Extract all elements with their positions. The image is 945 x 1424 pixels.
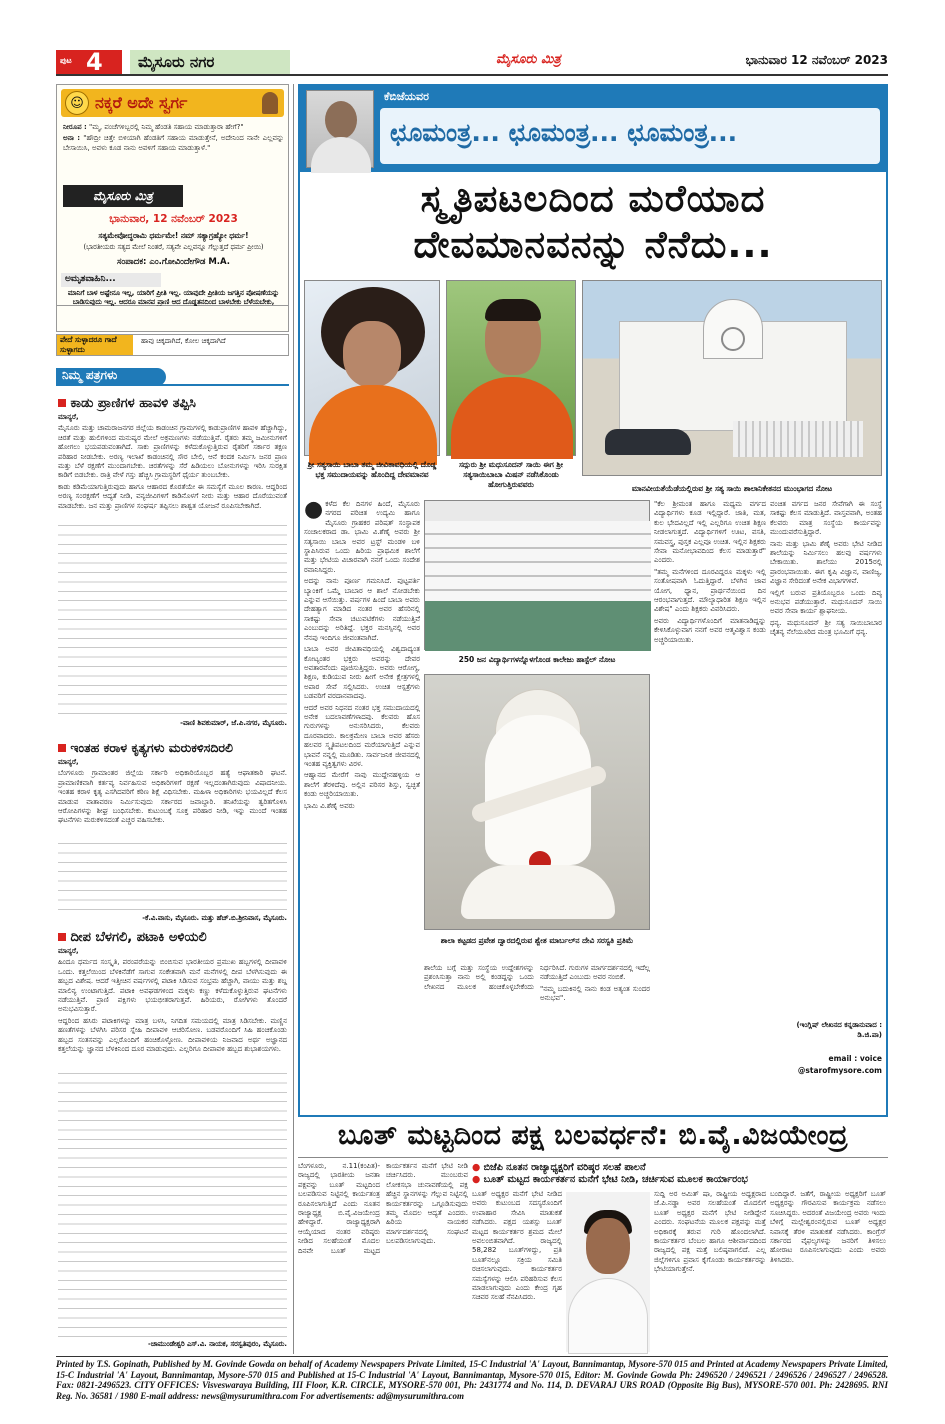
photo-school-building: [582, 280, 882, 476]
motto-sub: (ಭಾರತೀಯರು ಸತ್ಯದ ಮೇಲೆ ನಿಂತರೆ, ಸತ್ಯವೇ ಎಲ್ಲವನ್ನೂ ಗೆಲ್ಲುತ್ತದೆ ಧರ್ಮ ಪ್ರೀಯಿ): [83, 243, 264, 251]
email-value[interactable]: @starofmysore.com: [797, 1066, 882, 1075]
laughing-face-icon: ☺: [65, 91, 89, 115]
lotus-pedestal-icon: [461, 865, 615, 919]
cartoon-figure-icon: [262, 92, 278, 114]
feature-column-3: [654, 500, 766, 1106]
editor-label: ಸಂಪಾದಕ:: [117, 257, 147, 267]
letter-1-para-1: ಮೈಸೂರು ಮತ್ತು ಚಾಮರಾಜನಗರ ಜಿಲ್ಲೆಯ ಕಾಡಂಚಿನ ಗ್ರಾಮಗಳಲ್ಲಿ ಕಾಡುಪ್ರಾಣಿಗಳ ಹಾವಳಿ ಹೆಚ್ಚಾಗಿದ್ದು, ಚಿರತೆ ಮತ್ತು ಹುಲಿಗಳಿಂದ ಮನುಷ್ಯರ ಮೇಲೆ ಅಕ್ರಮಣಗಳು ನಡೆಯುತ್ತಿವೆ. ರೈತರು ತಮ್ಮ ಜಮೀನುಗಳಿಗೆ ಹೋಗಲು ಭಯಪಡುವಂತಾಗಿದೆ. ಸಾಕು ಪ್ರಾಣಿಗಳನ್ನು ಕಳೆದುಕೊಳ್ಳುತ್ತಿರುವ ರೈತರಿಗೆ ಸರ್ಕಾರ ತಕ್ಷಣ ಪರಿಹಾರ ನೀಡಬೇಕು. ಅರಣ್ಯ ಇಲಾಖೆ ಕಾಡಂಚಿನಲ್ಲಿ ಸೌರ ಬೇಲಿ, ಆನೆ ಕಂದಕ ನಿರ್ಮಿಸಿ ಜನರ ಪ್ರಾಣ ಮತ್ತು ಬೆಳೆ ರಕ್ಷಣೆಗೆ ಮುಂದಾಗಬೇಕು. ಚಿರತೆಗಳನ್ನು ಸೆರೆ ಹಿಡಿಯಲು ಬೋನುಗಳನ್ನು ಇರಿಸಿ ಸುರಕ್ಷಿತ ಕಾಡಿಗೆ ಬಿಡಬೇಕು. ರಾತ್ರಿ ವೇಳೆ ಗಸ್ತು ಹೆಚ್ಚಿಸಿ ಗ್ರಾಮಸ್ಥರಿಗೆ ಧೈರ್ಯ ತುಂಬಬೇಕು.: [58, 424, 287, 480]
feature-col2-para-2: "ನಮ್ಮ ಬದುಕಿನಲ್ಲಿ ನಾನು ಕಂಡ ಅತ್ಯಂತ ಸುಂದರ ಅನುಭವ".: [540, 984, 650, 1003]
car-icon: [605, 429, 691, 455]
drop-cap: ●: [304, 497, 324, 522]
photo-saraswati-statue: [424, 674, 650, 930]
letter-2: [58, 740, 287, 840]
footer-imprint: Printed by T.S. Gopinath, Published by M. Govinde Gowda on behalf of Academy Newspapers Private Limited, 15-C Industrial 'A' Layout, Bannimantap, Mysore-570 015 and Printed at Academy Newspapers Private Limited, 15-C Industrial 'A' Layout, Bannimantap, Mysore-570 015 and Published at 15-C Industrial 'A' Layout, Bannimantap, Mysore-570 015, Editor: M. Govinde Gowda Ph: 2496520 / 2496521 / 2496526 / 2496527 / 2496528. Fax: 0821-2496523. CITY OFFICES: Visveswaraya Building, III Floor, K.R. CIRCLE, MYSORE-570 001, Ph: 2431774 and No. 114, D. DEVARAJ URS ROAD (Opposite Big Bus), MYSORE-570 001. Ph: 2428695. RNI Reg. No. 36581 / 1980 E-mail address: news@mysurumithra.com For advertisements: ad@mysurumithra.com: [56, 1359, 888, 1401]
letter-2-signature: -ಕೆ.ವಿ.ವಾಸು, ಮೈಸೂರು. ಮತ್ತು ಹೆಚ್.ಬಿ.ಶ್ರೀನಿವಾಸ, ಮೈಸೂರು.: [142, 914, 287, 922]
feature-column-1: [304, 497, 420, 1106]
joke-banner-title: ನಕ್ಕರೆ ಅದೇ ಸ್ವರ್ಗ: [95, 93, 188, 112]
bullet-dot-icon: ●: [472, 1174, 481, 1185]
hostel-block-icon: [425, 521, 651, 601]
letter-2-title: ಇಂತಹ ಕರಾಳ ಕೃತ್ಯಗಳು ಮರುಕಳಿಸದಿರಲಿ: [58, 740, 287, 756]
bottom-subhead-2: ● ಬೂತ್ ಮಟ್ಟದ ಕಾರ್ಯಕರ್ತನ ಮನೆಗೆ ಭೇಟಿ ನೀಡಿ, ಚರ್ಚಿಸುವ ಮೂಲಕ ಕಾರ್ಯಾರಂಭ: [472, 1174, 748, 1185]
column-name: ಛೂಮಂತ್ರ... ಛೂಮಂತ್ರ... ಛೂಮಂತ್ರ...: [390, 118, 738, 147]
email-label: email : voice: [828, 1054, 882, 1063]
letter-1-title: ಕಾಡು ಪ್ರಾಣಿಗಳ ಹಾವಳಿ ತಪ್ಪಿಸಿ: [58, 396, 287, 411]
bottom-headline: ಬೂತ್ ಮಟ್ಟದಿಂದ ಪಕ್ಷ ಬಲವರ್ಧನೆ: ಬಿ.ವೈ.ವಿಜಯೇಂದ್ರ: [298, 1120, 888, 1158]
person-head-icon: [325, 101, 357, 139]
face-icon: [343, 321, 401, 387]
page-number-box: [56, 50, 122, 74]
page-header: [56, 48, 888, 76]
letters-banner: [56, 368, 289, 386]
letter-2-text-lines: [58, 840, 287, 912]
editor-name: ಎಂ.ಗೋವಿಂದೇಗೌಡ M.A.: [149, 257, 230, 267]
feature-col4-para-1: ವಂಚಿತ ವರ್ಗದ ಜನರ ಸೇವೆಗಾಗಿ ಈ ಸಂಸ್ಥೆ ಸಾಕಷ್ಟು ಕೆಲಸ ಮಾಡುತ್ತಿದೆ. ವಾಸ್ತವವಾಗಿ, ಅಂತಹ ಕೆಲವರು ಮಾತ್ರ ಸಂಸ್ಥೆಯ ಕಾರ್ಯವನ್ನು ಮುಂದುವರೆಸುತ್ತಿದ್ದಾರೆ.: [770, 500, 882, 537]
joke-question-label: ನೀರೂಪ :: [63, 123, 87, 131]
letter-3-para-1: ಹಿಂದೂ ಧರ್ಮದ ಸಂಸ್ಕೃತಿ, ಪರಂಪರೆಯನ್ನು ಬಿಂಬಿಸುವ ಭಾರತೀಯರ ಪ್ರಮುಖ ಹಬ್ಬಗಳಲ್ಲಿ ದೀಪಾವಳಿ ಒಂದು. ಕತ್ತಲೆಯಿಂದ ಬೆಳಕಿನೆಡೆಗೆ ಸಾಗುವ ಸಂಕೇತವಾಗಿ ಮನೆ ಮನೆಗಳಲ್ಲಿ ದೀಪ ಬೆಳಗಿಸುವುದು ಈ ಹಬ್ಬದ ವಿಶೇಷ. ಆದರೆ ಇತ್ತೀಚಿನ ವರ್ಷಗಳಲ್ಲಿ ಪಟಾಕಿ ಸಿಡಿಸುವ ಸಂಭ್ರಮ ಹೆಚ್ಚಾಗಿ, ವಾಯು ಮತ್ತು ಶಬ್ದ ಮಾಲಿನ್ಯ ಉಂಟಾಗುತ್ತಿದೆ. ಪಟಾಕಿ ಅವಘಡಗಳಿಂದ ಮಕ್ಕಳು ಕಣ್ಣು ಕಳೆದುಕೊಳ್ಳುತ್ತಿರುವ ಘಟನೆಗಳು ನಡೆಯುತ್ತಿವೆ. ಪ್ರಾಣಿ ಪಕ್ಷಿಗಳು ಭಯಭೀತರಾಗುತ್ತವೆ. ಹಿರಿಯರು, ರೋಗಿಗಳು ತೊಂದರೆ ಅನುಭವಿಸುತ್ತಾರೆ.: [58, 958, 287, 1014]
footer-rule: [56, 1356, 888, 1357]
person-shoulders-icon: [311, 137, 371, 173]
feature-col1-para-5: ಆಹ್ವಾನದ ಮೇರೆಗೆ ನಾವು ಮುದ್ದೇನಹಳ್ಳಿಯ ಆ ಶಾಲೆಗೆ ತೆರಳಿದೆವು. ಅಲ್ಲಿನ ಪರಿಸರ ಶಿಸ್ತು, ಸ್ವಚ್ಛತೆ ಕಂಡು ಅಚ್ಚರಿಯಾಯಿತು.: [304, 771, 420, 799]
feature-col1-para-4: ಆದರೆ ಅವರ ನಿಧನದ ನಂತರ ಭಕ್ತ ಸಮುದಾಯದಲ್ಲಿ ಅನೇಕ ಬದಲಾವಣೆಗಳಾದವು. ಕೆಲವರು ಹೊಸ ಗುರುಗಳನ್ನು ಅನುಸರಿಸಿದರು, ಕೆಲವರು ದೂರವಾದರು. ಕಾಲಕ್ರಮೇಣ ಬಾಬಾ ಅವರ ಹೆಸರು ಹಲವರ ಸ್ಮೃತಿಪಟಲದಿಂದ ಮರೆಯಾಗುತ್ತಿದೆ ಎನ್ನುವ ಭಾವನೆ ನನ್ನಲ್ಲಿ ಮೂಡಿತು. ಸಾರ್ವಜನಿಕ ಜೀವನದಲ್ಲಿ ಇಂತಹ ವ್ಯಕ್ತಿತ್ವಗಳು ವಿರಳ.: [304, 703, 420, 768]
letter-2-para-1: ಬೆಂಗಳೂರು ಗ್ರಾಮಾಂತರ ಜಿಲ್ಲೆಯ ಸರ್ಕಾರಿ ಅಧಿಕಾರಿಯೊಬ್ಬರ ಹತ್ಯೆ ಆಘಾತಕಾರಿ ಘಟನೆ. ಪ್ರಾಮಾಣಿಕವಾಗಿ ಕರ್ತವ್ಯ ನಿರ್ವಹಿಸುವ ಅಧಿಕಾರಿಗಳಿಗೆ ರಕ್ಷಣೆ ಇಲ್ಲದಂತಾಗಿರುವುದು ವಿಷಾದನೀಯ. ಇಂತಹ ಕರಾಳ ಕೃತ್ಯ ಎಸಗಿದವರಿಗೆ ಕಠಿಣ ಶಿಕ್ಷೆ ವಿಧಿಸಬೇಕು. ಮಹಿಳಾ ಅಧಿಕಾರಿಗಳು ಭಯವಿಲ್ಲದೆ ಕೆಲಸ ಮಾಡುವ ವಾತಾವರಣ ನಿರ್ಮಿಸುವುದು ಸರ್ಕಾರದ ಜವಾಬ್ದಾರಿ. ತನಿಖೆಯನ್ನು ತ್ವರಿತಗೊಳಿಸಿ ಆರೋಪಿಗಳನ್ನು ಶೀಘ್ರ ಬಂಧಿಸಬೇಕು. ಕುಟುಂಬಕ್ಕೆ ಸೂಕ್ತ ಪರಿಹಾರ ನೀಡಿ, ಇನ್ನು ಮುಂದೆ ಇಂತಹ ಘಟನೆಗಳು ಮರುಕಳಿಸದಂತೆ ಎಚ್ಚರ ವಹಿಸಬೇಕು.: [58, 769, 287, 825]
letter-1-para-2: ಕಾಡು ಕಡಿಮೆಯಾಗುತ್ತಿರುವುದು ಹಾಗೂ ಆಹಾರದ ಕೊರತೆಯೇ ಈ ಸಮಸ್ಯೆಗೆ ಮೂಲ ಕಾರಣ. ಆದ್ದರಿಂದ ಅರಣ್ಯ ಸಂರಕ್ಷಣೆಗೆ ಆದ್ಯತೆ ನೀಡಿ, ವನ್ಯಜೀವಿಗಳಿಗೆ ಕಾಡಿನೊಳಗೆ ನೀರು ಮತ್ತು ಆಹಾರ ದೊರೆಯುವಂತೆ ಮಾಡಬೇಕು. ಜನ ಮತ್ತು ಪ್ರಾಣಿಗಳ ಸಂಘರ್ಷ ತಪ್ಪಿಸಲು ಶಾಶ್ವತ ಯೋಜನೆ ರೂಪಿಸಬೇಕಾಗಿದೆ.: [58, 482, 287, 510]
proverb-box: [56, 334, 289, 356]
photo-saraswati-statue-caption: ಶಾಲಾ ಕಟ್ಟಡದ ಪ್ರವೇಶ ದ್ವಾರದಲ್ಲಿರುವ ಶ್ವೇತ ಮಾರ್ಬಲ್‌ನ ದೇವಿ ಸರಸ್ವತಿ ಪ್ರತಿಮೆ: [440, 936, 634, 945]
paper-date: ಭಾನುವಾರ, 12 ನವೆಂಬರ್ 2023: [109, 213, 238, 225]
bullet-square-icon: [58, 399, 66, 407]
feature-col1-para-1: ● ಕಳೆದ ಕೆಲ ದಿನಗಳ ಹಿಂದೆ, ಮೈಸೂರು ನಗರದ ಪರಿಚಿತ ಉದ್ಯಮಿ ಹಾಗೂ ಮೈಸೂರು ಗ್ರಾಹಕರ ಪರಿಷತ್ ಸಂಸ್ಥಾಪಕ ಸಂಚಾಲಕರಾದ ಡಾ. ಭಾಮಿ ವಿ.ಶೆಣೈ ಅವರು ಶ್ರೀ ಸತ್ಯಸಾಯಿ ಬಾಬಾ ಅವರ ಟ್ರಸ್ಟ್ ಮಂಡಳಿ ಬಳಿ ಸ್ಥಾಪಿಸಿರುವ ಒಂದು ಹಿರಿಯ ಪ್ರಾಥಮಿಕ ಶಾಲೆಗೆ ಮತ್ತು ಭೇಟಿಯ ವಿಚಾರವಾಗಿ ನನಗೆ ಒಂದು ಸಂದೇಶ ರವಾನಿಸಿದ್ದರು.: [304, 497, 420, 574]
joke-box: [56, 84, 289, 306]
header-date: ಭಾನುವಾರ 12 ನವೆಂಬರ್ 2023: [745, 53, 888, 67]
column-name-plate: [380, 108, 880, 164]
page-number: 4: [86, 48, 103, 76]
white-shirt-icon: [568, 1278, 648, 1354]
letter-3-signature: -ಚಾಮುಂಡೇಶ್ವರಿ ಎಸ್.ವಿ. ನಾಯಕ, ಸರಸ್ವತಿಪುರಂ, ಮೈಸೂರು.: [148, 1340, 287, 1348]
letter-3: [58, 930, 287, 1070]
letter-3-title: ದೀಪ ಬೆಳಗಲಿ, ಪಟಾಕಿ ಅಳಿಯಲಿ: [58, 930, 287, 945]
letter-3-para-2: ಆದ್ದರಿಂದ ಹಸಿರು ಪಟಾಕಿಗಳನ್ನು ಮಾತ್ರ ಬಳಸಿ, ನಿಗದಿತ ಸಮಯದಲ್ಲಿ ಮಾತ್ರ ಸಿಡಿಸಬೇಕು. ಮಣ್ಣಿನ ಹಣತೆಗಳನ್ನು ಬೆಳಗಿಸಿ ಪರಿಸರ ಸ್ನೇಹಿ ದೀಪಾವಳಿ ಆಚರಿಸೋಣ. ಬಡವರೊಂದಿಗೆ ಸಿಹಿ ಹಂಚಿಕೊಂಡು ಹಬ್ಬದ ಸಂತಸವನ್ನು ಎಲ್ಲರೊಂದಿಗೆ ಹಂಚಿಕೊಳ್ಳೋಣ. ದೀಪಾವಳಿಯ ನಿಜವಾದ ಅರ್ಥ ಅಜ್ಞಾನದ ಕತ್ತಲೆಯನ್ನು ಜ್ಞಾನದ ಬೆಳಕಿನಿಂದ ದೂರ ಮಾಡುವುದು. ಎಲ್ಲರಿಗೂ ದೀಪಾವಳಿ ಹಬ್ಬದ ಶುಭಾಶಯಗಳು.: [58, 1016, 287, 1054]
hair-icon: [485, 299, 541, 321]
photo-madhusudan-sai-caption: ಸದ್ಗುರು ಶ್ರೀ ಮಧುಸೂದನ್ ಸಾಯಿ ಈಗ ಶ್ರೀ ಸತ್ಯಸಾಯಿಬಾಬಾ ಮಿಷನ್ ನಡೆಸಿಕೊಂಡು ಹೋಗುತ್ತಿರುವವರು: [458, 460, 564, 489]
feature-headline: [300, 176, 886, 272]
crowd-icon: [733, 421, 863, 457]
joke-answer: "ಹೌದ್ರೀ ಚಿತ್ತೇ ಬಿಳಿಯಾಗಿ ಹೆಂಡತಿಗೆ ಸಹಾಯ ಮಾಡುತ್ತೇನೆ, ಅದೇನಿಂದ ನಾನೇ ಎಲ್ಲವನ್ನು ಬೇಸಾಯಿಸಿ, ಅವಳು ಕೂಡ ನಾನು ಅವಳಿಗೆ ಸಹಾಯ ಮಾಡುತ್ತಾಳೆ.": [63, 134, 284, 152]
headline-line-2: ದೇವಮಾನವನನ್ನು ನೆನೆದು...: [413, 223, 773, 266]
letters-title: ನಿಮ್ಮ ಪತ್ರಗಳು: [56, 368, 166, 386]
joke-question: "ಮ್ಮ, ಪಂಚೆಗಳಿಬ್ಬರಲ್ಲಿ ನಿಮ್ಮ ಹೆಂಡತಿ ಸಹಾಯ ಮಾಡುತ್ತಾರಾ ಹೇಗೆ?": [89, 123, 244, 131]
joke-banner: [61, 89, 284, 117]
proverb-right: ಹಾವು ಚಿಕ್ಕದಾಗಿದೆ, ಕೋಲ ಚಿಕ್ಕದಾಗಿದೆ: [141, 337, 226, 345]
bullet-square-icon: [58, 933, 66, 941]
feature-column-4: [770, 500, 882, 1012]
motto: ಸತ್ಯಮೇವೋದ್ಧರಾಮಿ ಧರ್ಮಮೇ! ನಮ್ ಸತ್ಯಾಗ್ರಹ್ಯೋ ಧರ್ಮ!: [98, 231, 249, 240]
amrutha-text-ext: [56, 306, 289, 332]
joke-answer-label: ಅನಾ :: [63, 134, 81, 143]
columnist-photo: [306, 90, 374, 168]
photo-sai-baba-caption: ಶ್ರೀ ಸತ್ಯಸಾಯಿ ಬಾಬಾ ತಮ್ಮ ಜೀವಿತಾವಧಿಯಲ್ಲಿ ದೊಡ್ಡ ಭಕ್ತ ಸಮುದಾಯವನ್ನು ಹೊಂದಿದ್ದ ದೇವಮಾನವ: [307, 460, 437, 479]
orange-robe-icon: [451, 377, 573, 459]
bottom-column-3: ಸುದ್ದಿ ಅರ ಅಮಿತ್ ಷಾ, ರಾಷ್ಟ್ರೀಯ ಅಧ್ಯಕ್ಷರಾದ ಜೆ.ಪಿ.ನಡ್ಡಾ ಅವರ ಸಲಹೆಯಂತೆ ಮೊದಲಿಗೆ ಬೂತ್ ಅಧ್ಯಕ್ಷರ ಮನೆಗೆ ಭೇಟಿ ನೀಡಿದ್ದೇನೆ ಎಂದರು. ಸಂಘಟನೆಯ ಮೂಲಕ ಪಕ್ಷವನ್ನು ಮತ್ತೆ ಅಧಿಕಾರಕ್ಕೆ ತರುವ ಗುರಿ ಹೊಂದಲಾಗಿದೆ. ಕಾರ್ಯಕರ್ತರ ಬೆಂಬಲ ಹಾಗೂ ಆಶೀರ್ವಾದದಿಂದ ರಾಜ್ಯದಲ್ಲಿ ಪಕ್ಷ ಮತ್ತೆ ಬಲಿಷ್ಠವಾಗಲಿದೆ. ಎಲ್ಲ ಜಿಲ್ಲೆಗಳಿಗೂ ಪ್ರವಾಸ ಕೈಗೊಂಡು ಕಾರ್ಯಕರ್ತರನ್ನು ಭೇಟಿಯಾಗುತ್ತೇನೆ.: [654, 1190, 766, 1274]
bottom-column-4: ಬಂದಿದ್ದಾರೆ. ಜತೆಗೆ, ರಾಷ್ಟ್ರೀಯ ಅಧ್ಯಕ್ಷರಿಗೆ ಬೂತ್ ಅಧ್ಯಕ್ಷರನ್ನು ಗೌರವಿಸುವ ಕಾರ್ಯಕ್ರಮ ನಡೆಸಲು ಸೂಚಿಸಿದ್ದರು. ಅದರಂತೆ ವಿಜಯೇಂದ್ರ ಅವರು ಇಂದು ಬೆಳಿಗ್ಗೆ ಮಲ್ಲೇಶ್ವರಂನಲ್ಲಿರುವ ಬೂತ್ ಅಧ್ಯಕ್ಷರ ನಿವಾಸಕ್ಕೆ ತೆರಳಿ ಮಾತುಕತೆ ನಡೆಸಿದರು. ಕಾಂಗ್ರೆಸ್ ಸರ್ಕಾರದ ವೈಫಲ್ಯಗಳನ್ನು ಜನರಿಗೆ ತಿಳಿಸಲು ಹೋರಾಟ ರೂಪಿಸಲಾಗುವುದು ಎಂದು ಅವರು ತಿಳಿಸಿದರು.: [770, 1190, 886, 1264]
feature-col4-para-2: ನಾನು ಮತ್ತು ಭಾಮಿ ಶೆಣೈ ಅವರು ಭೇಟಿ ನೀಡಿದ ಶಾಲೆಯನ್ನು ನಿರ್ಮಿಸಲು ಹಲವು ವರ್ಷಗಳು ಬೇಕಾಯಿತು. ಶಾಲೆಯು 2015ರಲ್ಲಿ ಪ್ರಾರಂಭವಾಯಿತು. ಈಗ ಕೃಷಿ ವಿಜ್ಞಾನ, ವಾಣಿಜ್ಯ, ವಿಜ್ಞಾನ ಸೇರಿದಂತೆ ಅನೇಕ ವಿಭಾಗಗಳಿವೆ.: [770, 539, 882, 586]
author-note: (ಇಂಗ್ಲಿಷ್ ಲೇಖನದ ಕನ್ನಡಾನುವಾದ : ಡಿ.ಜಿ.ಪಾ): [796, 1021, 882, 1039]
editor-line: [61, 257, 286, 267]
amrutha-text: ಮಾನಿಗೆ ಬಾಳ ಅಷ್ಟೇನೂ ಇಲ್ಲ, ಯಾರಿಗೆ ಪ್ರೀತಿ ಇಲ್ಲ. ಯಾವುದೇ ಪ್ರೀತಿಯ ಜಗತ್ತಿನ ಪೋಷಣೆಯನ್ನು ಬಾಡಿಸುವುದು ಇಲ್ಲ. ಆದರೂ ಮಾನವ ಪ್ರಾಣಿ ಆದ ದೊಡ್ಡತನದಿಂದ ಬಾಳಬೇಕು ಬೆಳೆಯಬೇಕು,: [67, 289, 280, 306]
letter-3-text-lines: [58, 1070, 287, 1338]
photo-hostel-caption: 250 ಜನ ವಿದ್ಯಾರ್ಥಿಗಳನ್ನೊಳಗೊಂಡ ಕಾಲೇಜು ಹಾಸ್ಟೆಲ್ ನೋಟ: [458, 655, 616, 664]
letter-1-salutation: ಮಾನ್ಯರೆ,: [58, 413, 79, 421]
feature-col1-para-2: ಅದನ್ನು ನಾನು ಪೂರ್ಣ ಗಮನಿಸಿದೆ. ಪುಟ್ಟಪರ್ತಿ ಬ್ಯಾಂಕಿಗೆ ಒಮ್ಮೆ ಬಾಬಾರ ಆ ಶಾಲೆ ನೋಡಬೇಕು ಎನ್ನುವ ಆಸೆಯಿತ್ತು. ವರ್ಷಗಳ ಹಿಂದೆ ಬಾಬಾ ಅವರು ದೇಹತ್ಯಾಗ ಮಾಡಿದ ನಂತರ ಅವರ ಹೆಸರಿನಲ್ಲಿ ಸಾಕಷ್ಟು ಸೇವಾ ಚಟುವಟಿಕೆಗಳು ನಡೆಯುತ್ತಿವೆ ಎಂಬುದನ್ನು ಅರಿತಿದ್ದೆ. ಭಕ್ತರ ಮನಸ್ಸಿನಲ್ಲಿ ಅವರ ನೆನಪು ಇಂದಿಗೂ ಜೀವಂತವಾಗಿದೆ.: [304, 577, 420, 642]
letter-1: [58, 396, 287, 522]
feature-column-2: [424, 964, 650, 1108]
photo-school-building-caption: ಮಾನವೀಯತೆಯೆಡೆಯಲ್ಲಿರುವ ಶ್ರೀ ಸತ್ಯ ಸಾಯಿ ಶಾಲಾನಿಕೇತನದ ಮುಂಭಾಗದ ನೋಟ: [631, 484, 833, 493]
emblem-icon: [721, 327, 745, 351]
letter-1-signature: -ವಾಣಿ ಶಿವಕುಮಾರ್, ಜೆ.ಪಿ.ನಗರ, ಮೈಸೂರು.: [180, 719, 287, 727]
feature-col3-para-1: "ಕೆಲ ಶ್ರೀಮಂತ ಹಾಗೂ ಮಧ್ಯಮ ವರ್ಗದ ವಿದ್ಯಾರ್ಥಿಗಳು ಕೂಡ ಇಲ್ಲಿದ್ದಾರೆ. ಜಾತಿ, ಮತ, ಕುಲ ಭೇದವಿಲ್ಲದೆ ಇಲ್ಲಿ ಎಲ್ಲರಿಗೂ ಉಚಿತ ಶಿಕ್ಷಣ ನೀಡಲಾಗುತ್ತದೆ. ವಿದ್ಯಾರ್ಥಿಗಳಿಗೆ ಊಟ, ವಸತಿ, ಸಮವಸ್ತ್ರ, ಪುಸ್ತಕ ಎಲ್ಲವೂ ಉಚಿತ. ಇಲ್ಲಿನ ಶಿಕ್ಷಕರು ಸೇವಾ ಮನೋಭಾವದಿಂದ ಕೆಲಸ ಮಾಡುತ್ತಾರೆ" ಎಂದರು.: [654, 500, 766, 565]
feature-col1-para-6: ಭಾಮಿ ವಿ.ಶೆಣೈ ಅವರು: [304, 801, 355, 810]
column-tag: ಕೆಬಿಜೆಯವರ: [384, 90, 429, 103]
bullet-dot-icon: ●: [472, 1162, 481, 1173]
letter-3-salutation: ಮಾನ್ಯರೆ,: [58, 947, 79, 955]
letter-1-text-lines: [58, 522, 287, 718]
bottom-subhead-1: ● ಬಿಜೆಪಿ ನೂತನ ರಾಜ್ಯಾಧ್ಯಕ್ಷರಿಗೆ ವರಿಷ್ಠರ ಸಲಹೆ ಪಾಲನೆ: [472, 1162, 646, 1173]
saffron-robe-icon: [309, 385, 437, 465]
feature-col3-para-3: ಅವರು ವಿದ್ಯಾರ್ಥಿಗಳೊಂದಿಗೆ ಮಾತನಾಡಿದ್ದನ್ನು ಕೇಳಿಸಿಕೊಳ್ಳುವಾಗ ನನಗೆ ಅವರ ಆತ್ಮವಿಶ್ವಾಸ ಕಂಡು ಅಚ್ಚರಿಯಾಯಿತು.: [654, 616, 766, 644]
feature-col4-para-4: ಧನ್ಯ. ಮಧುಸೂದನ್ ಶ್ರೀ ಸತ್ಯ ಸಾಯಿಬಾಬಾರ ಚೈತನ್ಯ ನೆಲೆಯೂರಿದ ಮಂತ್ರ ಭೂಮಿಗೆ ಧನ್ಯ.: [770, 618, 882, 637]
feature-col4-para-3: ಇಲ್ಲಿಗೆ ಬರುವ ಪ್ರತಿಯೊಬ್ಬರೂ ಒಂದು ದಿವ್ಯ ಅನುಭವ ಪಡೆಯುತ್ತಾರೆ. ಮಧುಸೂದನ್ ಸಾಯಿ ಅವರ ಸೇವಾ ಕಾರ್ಯ ಶ್ಲಾಘನೀಯ.: [770, 588, 882, 616]
bullet-square-icon: [58, 744, 66, 752]
letter-2-salutation: ಮಾನ್ಯರೆ,: [58, 758, 79, 766]
photo-vijayendra: [566, 1192, 650, 1352]
page-label: ಪುಟ: [60, 56, 72, 65]
photo-sai-baba: [304, 280, 440, 456]
proverb-left: ಪೇದೆ ಸುಳ್ಳಾದರೂ ಗಾದೆ ಸುಳ್ಳಾಗದು: [57, 335, 133, 355]
masthead-logo: ಮೈಸೂರು ಮಿತ್ರ: [496, 52, 561, 67]
feature-col2-para-1: ಶಾಲೆಯ ಬಗ್ಗೆ ಮತ್ತು ಸಂಸ್ಥೆಯ ಉದ್ದೇಶಗಳನ್ನು ಪ್ರಶಂಸಿಸುತ್ತಾ ನಾನು ಅಲ್ಲಿ ಕಂಡದ್ದನ್ನು ಒಂದು ಲೇಖನದ ಮೂಲಕ ಹಂಚಿಕೊಳ್ಳಬೇಕೆಂದು ನಿರ್ಧರಿಸಿದೆ. ಗುರುಗಳ ಮಾರ್ಗದರ್ಶನದಲ್ಲಿ ಇದೆಲ್ಲ ನಡೆಯುತ್ತಿದೆ ಎಂಬುದು ಅವರ ನಂಬಿಕೆ.: [424, 964, 650, 991]
bottom-column-2: ಬೂತ್ ಅಧ್ಯಕ್ಷರ ಮನೆಗೆ ಭೇಟಿ ನೀಡಿದ ಅವರು ಕುಟುಂಬದ ಸದಸ್ಯರೊಂದಿಗೆ ಉಪಾಹಾರ ಸೇವಿಸಿ ಮಾತುಕತೆ ನಡೆಸಿದರು. ಪಕ್ಷದ ಯಶಸ್ಸು ಬೂತ್ ಮಟ್ಟದ ಕಾರ್ಯಕರ್ತರ ಶ್ರಮದ ಮೇಲೆ ಅವಲಂಬಿತವಾಗಿದೆ. ರಾಜ್ಯದಲ್ಲಿ 58,282 ಬೂತ್‌ಗಳಿದ್ದು, ಪ್ರತಿ ಬೂತ್‌ನಲ್ಲೂ ಸಕ್ರಿಯ ಸಮಿತಿ ರಚಿಸಲಾಗುವುದು. ಕಾರ್ಯಕರ್ತರ ಸಮಸ್ಯೆಗಳನ್ನು ಆಲಿಸಿ ಪರಿಹರಿಸುವ ಕೆಲಸ ಮಾಡಲಾಗುವುದು ಎಂದು ಕೇಂದ್ರ ಗೃಹ ಸಚಿವರ ಸಲಹೆ ನೆನಪಿಸಿದರು.: [472, 1190, 562, 1302]
bottom-column-1: ಬೆಂಗಳೂರು, ನ.11(ಕಂಪಿತ)- ರಾಜ್ಯದಲ್ಲಿ ಭಾರತೀಯ ಜನತಾ ಪಕ್ಷವನ್ನು ಬೂತ್ ಮಟ್ಟದಿಂದ ಬಲಪಡಿಸುವ ನಿಟ್ಟಿನಲ್ಲಿ ಕಾರ್ಯತಂತ್ರ ರೂಪಿಸಲಾಗುತ್ತಿದೆ ಎಂದು ನೂತನ ರಾಜ್ಯಾಧ್ಯಕ್ಷ ಬಿ.ವೈ.ವಿಜಯೇಂದ್ರ ಹೇಳಿದ್ದಾರೆ. ರಾಜ್ಯಾಧ್ಯಕ್ಷರಾಗಿ ಆಯ್ಕೆಯಾದ ನಂತರ ವರಿಷ್ಠರು ನೀಡಿದ ಸಲಹೆಯಂತೆ ಮೊದಲ ದಿನವೇ ಬೂತ್ ಮಟ್ಟದ ಕಾರ್ಯಕರ್ತನ ಮನೆಗೆ ಭೇಟಿ ನೀಡಿ ಚರ್ಚಿಸಿದರು. ಮುಂಬರುವ ಲೋಕಸಭಾ ಚುನಾವಣೆಯಲ್ಲಿ ಪಕ್ಷ ಹೆಚ್ಚಿನ ಸ್ಥಾನಗಳನ್ನು ಗೆಲ್ಲುವ ನಿಟ್ಟಿನಲ್ಲಿ ಕಾರ್ಯಕರ್ತರನ್ನು ಒಗ್ಗೂಡಿಸುವುದು ತಮ್ಮ ಮೊದಲ ಆದ್ಯತೆ ಎಂದರು. ಹಿರಿಯ ನಾಯಕರ ಮಾರ್ಗದರ್ಶನದಲ್ಲಿ ಸಂಘಟನೆ ಬಲಪಡಿಸಲಾಗುವುದು.: [298, 1162, 468, 1255]
paper-logo: ಮೈಸೂರು ಮಿತ್ರ: [63, 185, 183, 207]
column-banner: [300, 86, 886, 172]
courtyard-icon: [425, 601, 651, 651]
column-divider: [293, 84, 294, 1354]
amrutha-title: ಅಮೃತವಾಹಿನಿ...: [61, 273, 161, 287]
photo-hostel: [424, 500, 650, 650]
headline-line-1: ಸ್ಮೃತಿಪಟಲದಿಂದ ಮರೆಯಾದ: [420, 177, 766, 220]
section-title: ಮೈಸೂರು ನಗರ: [130, 50, 290, 74]
face-icon: [586, 1218, 630, 1274]
feature-col1-para-3: ಬಾಬಾ ಅವರ ಜೀವಿತಾವಧಿಯಲ್ಲಿ ವಿಶ್ವದಾದ್ಯಂತ ಕೋಟ್ಯಂತರ ಭಕ್ತರು ಅವರನ್ನು ದೇವರ ಅವತಾರವೆಂದು ಪೂಜಿಸುತ್ತಿದ್ದರು. ಅವರು ಆರೋಗ್ಯ, ಶಿಕ್ಷಣ, ಕುಡಿಯುವ ನೀರು ಹೀಗೆ ಅನೇಕ ಕ್ಷೇತ್ರಗಳಲ್ಲಿ ಅಪಾರ ಸೇವೆ ಸಲ್ಲಿಸಿದರು. ಉಚಿತ ಆಸ್ಪತ್ರೆಗಳು ಬಡವರಿಗೆ ವರದಾನವಾದವು.: [304, 645, 420, 701]
photo-madhusudan-sai: [446, 280, 576, 456]
feature-col3-para-2: "ತಮ್ಮ ಮನೆಗಳಿಂದ ದೂರವಿದ್ದರೂ ಮಕ್ಕಳು ಇಲ್ಲಿ ಸಂತೋಷವಾಗಿ ಓದುತ್ತಿದ್ದಾರೆ. ಬೆಳಗಿನ ಜಾವ ಯೋಗ, ಧ್ಯಾನ, ಪ್ರಾರ್ಥನೆಯಿಂದ ದಿನ ಆರಂಭವಾಗುತ್ತದೆ. ಮೌಲ್ಯಾಧಾರಿತ ಶಿಕ್ಷಣ ಇಲ್ಲಿನ ವಿಶೇಷ" ಎಂದು ಶಿಕ್ಷಕರು ವಿವರಿಸಿದರು.: [654, 567, 766, 614]
